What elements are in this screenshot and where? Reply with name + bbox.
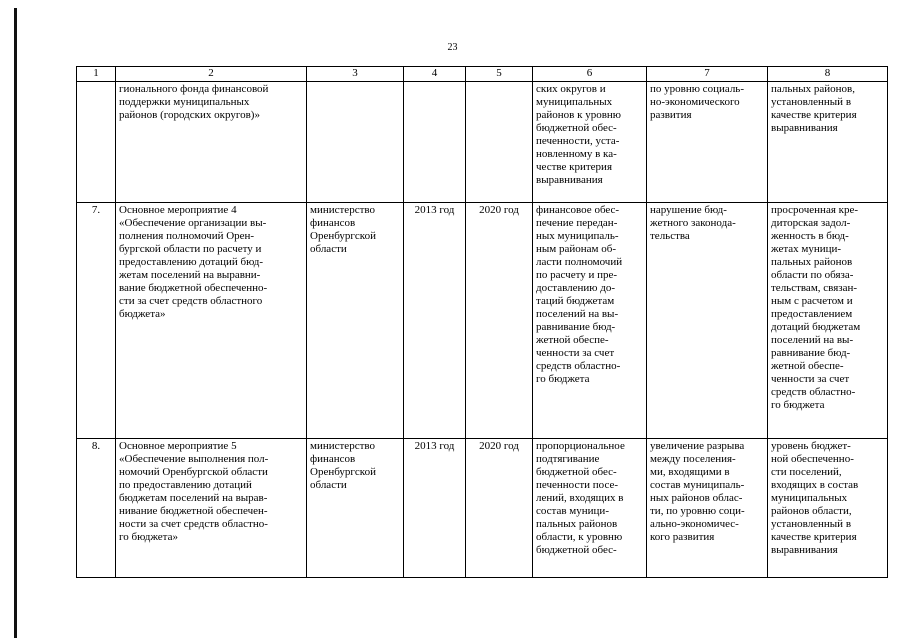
executor-cell: [307, 82, 404, 203]
executor-cell: министерство финансов Оренбургской области: [307, 439, 404, 578]
result-cell: пропорциональное подтягивание бюджетной обес- печенности посе- лений, входящих в состав муници- пальных районов области, к уровню бюджетной обес-: [533, 439, 647, 578]
row-number-cell: [77, 82, 116, 203]
measure-cell: Основное мероприятие 4 «Обеспечение организации вы- полнения полномочий Орен- бургской области по расчету и предоставлению дотаций бюд- жетам поселений на выравни- вание бюджетной обеспеченно- сти за счет средств областного бюджета»: [116, 203, 307, 439]
result-cell: финансовое обес- печение передан- ных муниципаль- ным районам об- ласти полномочий по расчету и пре- доставлению до- таций бюджетам поселений на вы- равнивание бюд- жетной обеспе- ченности за счет средств областно- го бюджета: [533, 203, 647, 439]
consequences-cell: увеличение разрыва между поселения- ми, входящими в состав муниципаль- ных районов облас- ти, по уровню соци- ально-экономичес- кого развития: [647, 439, 768, 578]
end-year-cell: 2020 год: [466, 203, 533, 439]
table-row: [77, 203, 888, 439]
end-year-cell: [466, 82, 533, 203]
column-header: 4: [404, 67, 466, 82]
end-year-cell: 2020 год: [466, 439, 533, 578]
consequences-cell: по уровню социаль- но-экономического развития: [647, 82, 768, 203]
table-header-row: [77, 67, 888, 82]
result-cell: ских округов и муниципальных районов к уровню бюджетной обес- печенности, уста- новленному в ка- честве критерия выравнивания: [533, 82, 647, 203]
scan-edge-mark: [14, 8, 17, 638]
table-row: [77, 439, 888, 578]
column-header: 5: [466, 67, 533, 82]
measure-cell: гионального фонда финансовой поддержки муниципальных районов (городских округов)»: [116, 82, 307, 203]
table-row: [77, 82, 888, 203]
start-year-cell: [404, 82, 466, 203]
column-header: 7: [647, 67, 768, 82]
measure-cell: Основное мероприятие 5 «Обеспечение выполнения пол- номочий Оренбургской области по предоставлению дотаций бюджетам поселений на вырав- нивание бюджетной обеспечен- ности за счет средств областно- го бюджета»: [116, 439, 307, 578]
executor-cell: министерство финансов Оренбургской области: [307, 203, 404, 439]
indicator-cell: уровень бюджет- ной обеспеченно- сти поселений, входящих в состав муниципальных районов области, установленный в качестве критерия выравнивания: [768, 439, 888, 578]
indicator-cell: просроченная кре- диторская задол- женность в бюд- жетах муници- пальных районов области по обяза- тельствам, связан- ным с расчетом и предоставлением дотаций бюджетам поселений на вы- равнивание бюд- жетной обеспе- ченности за счет средств областно- го бюджета: [768, 203, 888, 439]
column-header: 2: [116, 67, 307, 82]
row-number-cell: 8.: [77, 439, 116, 578]
start-year-cell: 2013 год: [404, 439, 466, 578]
page-number: 23: [447, 42, 458, 53]
measures-table: [76, 66, 888, 578]
consequences-cell: нарушение бюд- жетного законода- тельства: [647, 203, 768, 439]
column-header: 6: [533, 67, 647, 82]
start-year-cell: 2013 год: [404, 203, 466, 439]
column-header: 1: [77, 67, 116, 82]
column-header: 3: [307, 67, 404, 82]
column-header: 8: [768, 67, 888, 82]
row-number-cell: 7.: [77, 203, 116, 439]
indicator-cell: пальных районов, установленный в качестве критерия выравнивания: [768, 82, 888, 203]
